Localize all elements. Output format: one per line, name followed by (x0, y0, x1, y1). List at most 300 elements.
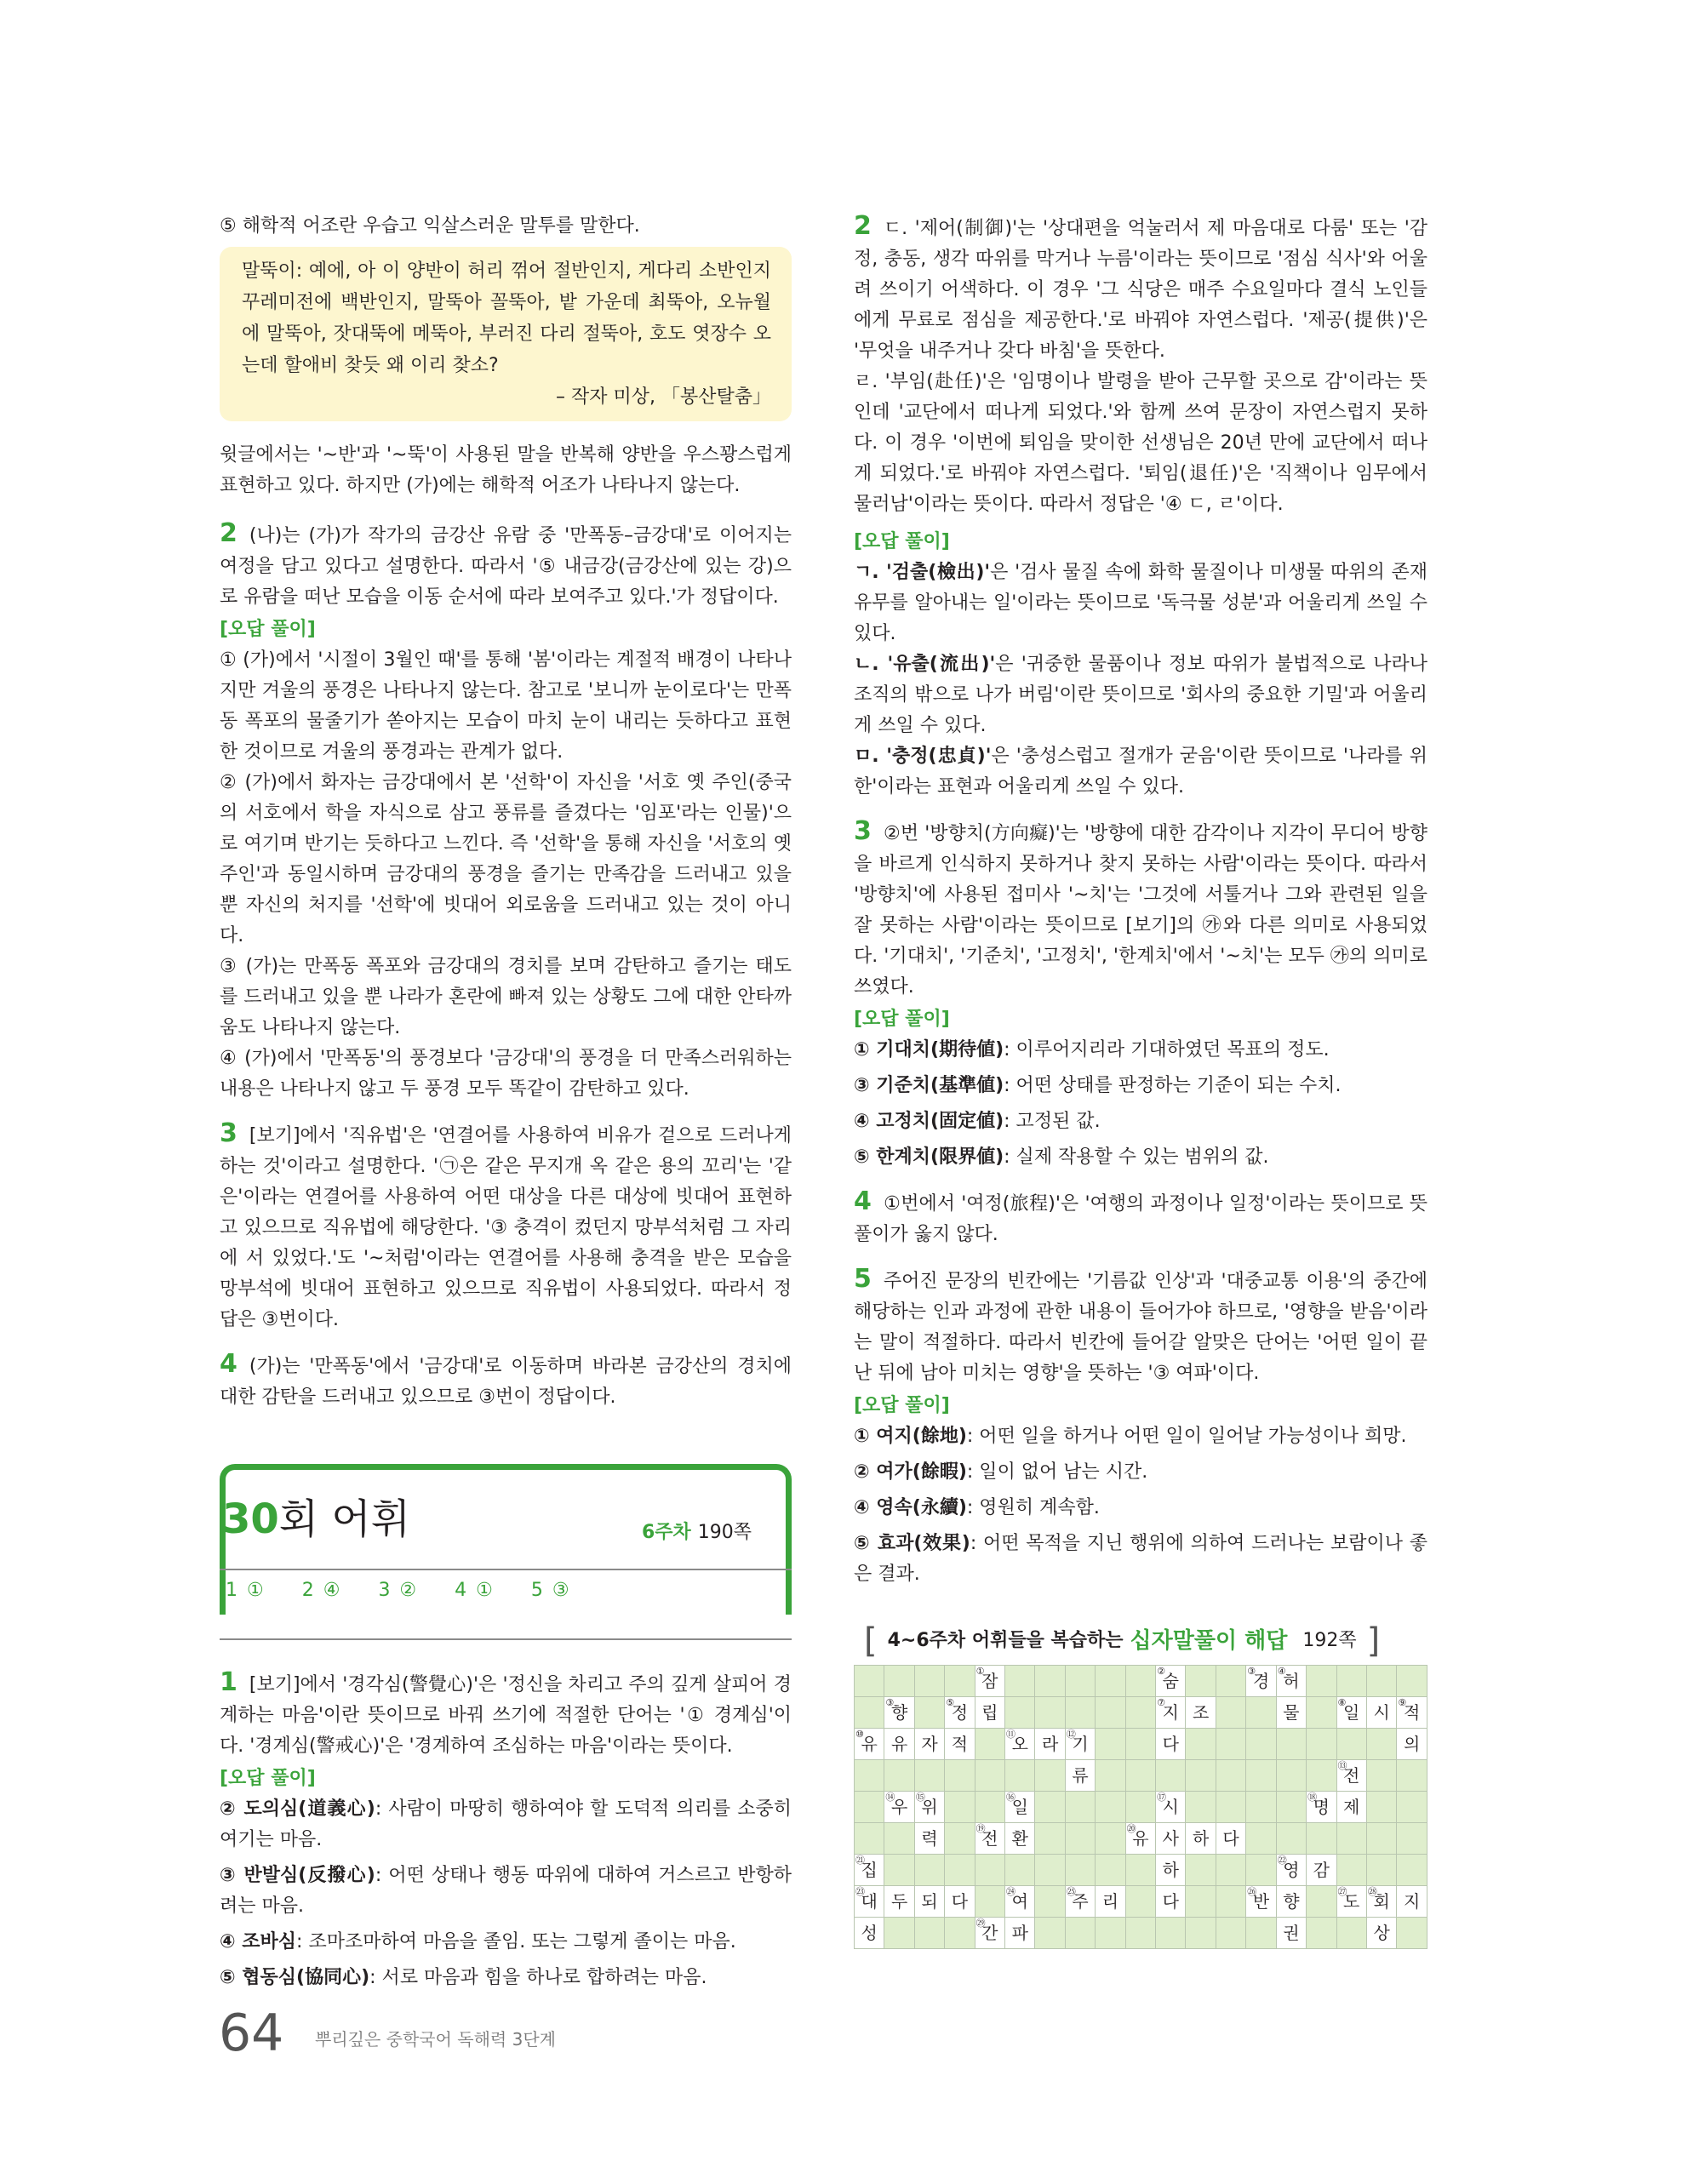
crossword-cell (884, 1729, 914, 1760)
crossword-cell (975, 1729, 1004, 1760)
v1-item-1-def: : 사람이 마땅히 행하여야 할 도덕적 의리를 소중히 여기는 마음. (220, 1798, 792, 1850)
crossword-cell (1307, 1760, 1336, 1792)
crossword-cell (884, 1792, 914, 1823)
crossword-cell (855, 1697, 884, 1729)
crossword-cell-letter: 상 (1373, 1923, 1390, 1943)
crossword-cell (1156, 1886, 1186, 1918)
rq3-item-3-def: : 고정된 값. (1004, 1111, 1101, 1132)
crossword-cell (945, 1697, 975, 1729)
crossword-cell (1246, 1886, 1276, 1918)
q2-number: 2 (220, 518, 237, 548)
crossword-cell (1186, 1823, 1216, 1855)
rq5-item-1 (854, 1421, 1427, 1452)
crossword-cell-letter: 도 (1343, 1891, 1360, 1912)
crossword-cell (975, 1823, 1004, 1855)
quote-text: 말뚝이: 예에, 아 이 양반이 허리 꺾어 절반인지, 게다리 소반인지 꾸레미전에 백반인지, 말뚝아 꼴뚝아, 밭 가운데 최뚝아, 오뉴월에 말뚝아, 잣대뚝에 메뚝아, 부러진 다리 절뚝아, 호도 엿장수 오는데 할애비 찾듯 왜 이리 찾소? (242, 260, 771, 376)
crossword-cell-number: ② (1157, 1666, 1165, 1677)
crossword-cell (914, 1823, 944, 1855)
crossword-cell-letter: 전 (981, 1828, 998, 1849)
v1-item-1-term: ② 도의심(道義心) (220, 1798, 375, 1820)
rq2-item-2 (854, 649, 1427, 741)
crossword-cell (1276, 1666, 1306, 1697)
crossword-cell-letter: 력 (921, 1828, 938, 1849)
rq3-text: ②번 '방향치(方向癡)'는 '방향에 대한 감각이나 지각이 무디어 방향을 바르게 인식하지 못하거나 찾지 못하는 사람'이라는 뜻이다. 따라서 '방향치'에 사용된 접미사 '~치'는 '그것에 서툴거나 그와 관련된 일을 잘 못하는 사람'이라는 뜻이므로 [보기]의 ㉮와 다른 의미로 사용되었다. '기대치', '기준치', '고정치', '한계치'에서 '~치'는 모두 ㉮의 의미로 쓰였다. (854, 823, 1427, 998)
crossword-cell (914, 1918, 944, 1949)
rq3-item-4-def: : 실제 작용할 수 있는 범위의 값. (1004, 1146, 1269, 1168)
v1-number: 1 (220, 1667, 237, 1697)
crossword-cell (855, 1823, 884, 1855)
crossword-cell-letter: 되 (921, 1891, 938, 1912)
crossword-row (855, 1918, 1427, 1949)
crossword-cell (1125, 1918, 1155, 1949)
crossword-cell (1186, 1886, 1216, 1918)
crossword-cell (1276, 1697, 1306, 1729)
crossword-cell-number: ⑤ (946, 1697, 955, 1708)
crossword-cell (1336, 1760, 1366, 1792)
crossword-cell (1397, 1855, 1427, 1886)
crossword-cell-letter: 물 (1283, 1702, 1300, 1723)
rq5-item-4-term: ⑤ 효과(效果) (854, 1533, 970, 1554)
crossword-cell (1336, 1855, 1366, 1886)
crossword-cell (855, 1729, 884, 1760)
crossword-cell (1096, 1918, 1125, 1949)
crossword-cell-number: ⑳ (1126, 1823, 1136, 1834)
crossword-cell (1336, 1666, 1366, 1697)
rq2-item-3-term: ㅁ. '충정(忠貞)' (854, 746, 992, 767)
vocab-page: 190쪽 (697, 1522, 752, 1543)
rq3-number: 3 (854, 816, 872, 846)
q4-number: 4 (220, 1349, 237, 1379)
crossword-cell (1125, 1855, 1155, 1886)
crossword-cell-number: ㉓ (855, 1886, 865, 1897)
crossword-cell-number: ① (975, 1666, 985, 1677)
crossword-cell (884, 1918, 914, 1949)
crossword-cell-letter: 다 (1162, 1891, 1179, 1912)
rq5-item-4 (854, 1529, 1427, 1590)
crossword-cell (1216, 1855, 1245, 1886)
crossword-cell (945, 1729, 975, 1760)
crossword-cell (1216, 1729, 1245, 1760)
crossword-cell (945, 1918, 975, 1949)
crossword-cell-number: ㉔ (1006, 1886, 1016, 1897)
crossword-cell (1125, 1823, 1155, 1855)
after-quote: 윗글에서는 '~반'과 '~뚝'이 사용된 말을 반복해 양반을 우스꽝스럽게 표현하고 있다. 하지만 (가)에는 해학적 어조가 나타나지 않는다. (220, 444, 792, 496)
crossword-cell-number: ⑲ (975, 1823, 986, 1834)
crossword-cell (1336, 1729, 1366, 1760)
crossword-cell (1035, 1697, 1065, 1729)
vocab-answer-key (226, 1575, 598, 1606)
q2-item-1: ① (가)에서 '시절이 3월인 때'를 통해 '봄'이라는 계절적 배경이 나타나지만 겨울의 풍경은 나타나지 않는다. 참고로 '보니까 눈이로다'는 만폭동 폭포의 물줄기가 쏟아지는 모습이 마치 눈이 내리는 듯하다고 표현한 것이므로 겨울의 풍경과는 관계가 없다. (220, 649, 792, 763)
crossword-cell-letter: 기 (1072, 1734, 1089, 1754)
crossword-cell (1307, 1855, 1336, 1886)
q3-para (220, 1118, 792, 1335)
crossword-cell-letter: 일 (1011, 1797, 1028, 1817)
crossword-cell (1065, 1666, 1095, 1697)
crossword-cell (1216, 1918, 1245, 1949)
crossword-cell-letter: 하 (1193, 1828, 1210, 1849)
crossword-cell (1307, 1918, 1336, 1949)
crossword-cell (1156, 1823, 1186, 1855)
crossword-cell (1366, 1760, 1396, 1792)
crossword-cell-letter: 환 (1011, 1828, 1028, 1849)
crossword-cell (1336, 1823, 1366, 1855)
v1-item-3-def: : 조마조마하여 마음을 졸임. 또는 그렇게 졸이는 마음. (296, 1931, 736, 1952)
crossword-cell (914, 1666, 944, 1697)
crossword-cell-number: ⑩ (855, 1729, 864, 1740)
crossword-cell (1096, 1792, 1125, 1823)
vocab-divider (220, 1569, 792, 1570)
crossword-cell (1246, 1918, 1276, 1949)
crossword-cell (945, 1855, 975, 1886)
rq2-para (854, 211, 1427, 367)
crossword-cell (1065, 1760, 1095, 1792)
answer-4: 4 ① (455, 1580, 493, 1601)
v1-item-3-term: ④ 조바심 (220, 1931, 297, 1952)
crossword-cell (1276, 1792, 1306, 1823)
crossword-cell-letter: 위 (921, 1797, 938, 1817)
v1-wrong-head: [오답 풀이] (220, 1768, 316, 1789)
crossword-cell (975, 1792, 1004, 1823)
rq2-number: 2 (854, 211, 872, 241)
vocab-title (222, 1495, 411, 1543)
crossword-cell (1156, 1918, 1186, 1949)
crossword-cell (1366, 1855, 1396, 1886)
crossword-cell (1186, 1792, 1216, 1823)
crossword-cell-letter: 두 (890, 1891, 908, 1912)
crossword-cell-letter: 라 (1041, 1734, 1059, 1754)
page-number: 64 (219, 2004, 284, 2063)
crossword-cell (914, 1886, 944, 1918)
crossword-cell-letter: 명 (1313, 1797, 1330, 1817)
crossword-cell (914, 1729, 944, 1760)
crossword-cell (1307, 1666, 1336, 1697)
crossword-cell (914, 1697, 944, 1729)
crossword-cell-letter: 잠 (981, 1671, 998, 1691)
crossword-cell-letter: 지 (1403, 1891, 1421, 1912)
crossword-cell (1366, 1697, 1396, 1729)
rq3-item-2-term: ③ 기준치(基準値) (854, 1075, 1004, 1096)
crossword-cell (1096, 1823, 1125, 1855)
v1-item-3 (220, 1927, 792, 1958)
crossword-cell (1035, 1855, 1065, 1886)
rq5-para (854, 1264, 1427, 1389)
crossword-cell-letter: 다 (951, 1891, 969, 1912)
rq5-item-2 (854, 1457, 1427, 1488)
crossword-cell-letter: 권 (1283, 1923, 1300, 1943)
q2-item-4: ④ (가)에서 '만폭동'의 풍경보다 '금강대'의 풍경을 더 만족스러워하는 내용은 나타나지 않고 두 풍경 모두 똑같이 감탄하고 있다. (220, 1048, 792, 1100)
crossword-cell-letter: 향 (890, 1702, 908, 1723)
crossword-cell (1096, 1855, 1125, 1886)
crossword-cell (1276, 1886, 1306, 1918)
q2-item-2: ② (가)에서 화자는 금강대에서 본 '선학'이 자신을 '서호 옛 주인(중국의 서호에서 학을 자식으로 삼고 풍류를 즐겼다는 '임포'라는 인물)'으로 여기며 반기는 듯하다고 느낀다. 즉 '선학'을 통해 자신을 '서호의 옛 주인'과 동일시하며 금강대의 풍경을 즐기는 만족감을 드러내고 있을 뿐 자신의 처지를 '선학'에 빗대어 외로움을 드러내고 있는 것이 아니다. (220, 772, 792, 946)
crossword-cell (884, 1823, 914, 1855)
crossword-cell-letter: 다 (1162, 1734, 1179, 1754)
crossword-row (855, 1886, 1427, 1918)
crossword-cell (1246, 1823, 1276, 1855)
crossword-cell-letter: 립 (981, 1702, 998, 1723)
crossword-cell (1186, 1760, 1216, 1792)
crossword-cell-number: ③ (885, 1697, 895, 1708)
left-column (220, 211, 792, 1993)
crossword-cell-number: ④ (1277, 1666, 1286, 1677)
rq3-item-4 (854, 1142, 1427, 1173)
crossword-cell (1186, 1729, 1216, 1760)
rq5-number: 5 (854, 1264, 872, 1294)
crossword-page: 192쪽 (1302, 1630, 1357, 1651)
rq4-text: ①번에서 '여정(旅程)'은 '여행의 과정이나 일정'이라는 뜻이므로 뜻풀이가 옳지 않다. (854, 1193, 1427, 1245)
crossword-cell (1366, 1886, 1396, 1918)
crossword-cell-letter: 적 (951, 1734, 969, 1754)
crossword-cell (1276, 1855, 1306, 1886)
crossword-cell-letter: 사 (1162, 1828, 1179, 1849)
crossword-header (854, 1621, 1427, 1661)
crossword-cell-letter: 조 (1193, 1702, 1210, 1723)
crossword-cell (1397, 1886, 1427, 1918)
rq2-item-3 (854, 741, 1427, 803)
crossword-cell-number: ⑨ (1398, 1697, 1407, 1708)
crossword-cell-number: ㉗ (1337, 1886, 1347, 1897)
crossword-cell (1216, 1666, 1245, 1697)
crossword-cell-letter: 지 (1162, 1702, 1179, 1723)
crossword-cell-letter: 대 (861, 1891, 878, 1912)
rq3-item-2 (854, 1071, 1427, 1101)
crossword-cell (1276, 1760, 1306, 1792)
crossword-cell-letter: 일 (1343, 1702, 1360, 1723)
crossword-cell (1065, 1918, 1095, 1949)
crossword-cell-letter: 자 (921, 1734, 938, 1754)
rq5-item-3-def: : 영원히 계속함. (966, 1497, 1100, 1518)
crossword-cell-number: ⑧ (1337, 1697, 1347, 1708)
crossword-cell (1005, 1886, 1035, 1918)
crossword-cell (975, 1760, 1004, 1792)
rq5-item-1-def: : 어떤 일을 하거나 어떤 일이 일어날 가능성이나 희망. (966, 1426, 1407, 1447)
crossword-cell (1065, 1823, 1095, 1855)
crossword-cell (1246, 1760, 1276, 1792)
crossword-cell (1125, 1697, 1155, 1729)
crossword-cell (1246, 1729, 1276, 1760)
crossword-grid (854, 1665, 1427, 1949)
crossword-cell (1397, 1729, 1427, 1760)
crossword-cell (1397, 1760, 1427, 1792)
rq2-p1: ㄷ. '제어(制御)'는 '상대편을 억눌러서 제 마음대로 다룸' 또는 '감정, 충동, 생각 따위를 막거나 누름'이라는 뜻이므로 '점심 식사'와 어울려 쓰이기 어색하다. 이 경우 '그 식당은 매주 수요일마다 결식 노인들에게 무료로 점심을 제공한다.'로 바꿔야 자연스럽다. '제공(提供)'은 '무엇을 내주거나 갖다 바침'을 뜻한다. (854, 218, 1427, 362)
crossword-cell (1005, 1792, 1035, 1823)
crossword-cell (1307, 1823, 1336, 1855)
book-title: 뿌리깊은 중학국어 독해력 3단계 (315, 2029, 556, 2050)
crossword-cell (1096, 1729, 1125, 1760)
q3-text: [보기]에서 '직유법'은 '연결어를 사용하여 비유가 겉으로 드러나게 하는 것'이라고 설명한다. '㉠은 같은 무지개 옥 같은 용의 꼬리'는 '같은'이라는 연결어를 사용하여 어떤 대상을 다른 대상에 빗대어 표현하고 있으므로 직유법에 해당한다. '③ 충격이 컸던지 망부석처럼 그 자리에 서 있었다.'도 '~처럼'이라는 연결어를 사용해 충격을 받은 모습을 망부석에 빗대어 표현하고 있으므로 직유법이 사용되었다. 따라서 정답은 ③번이다. (220, 1125, 792, 1330)
crossword-cell (1276, 1729, 1306, 1760)
crossword-cell-letter: 하 (1162, 1860, 1179, 1880)
rq2-item-1 (854, 557, 1427, 649)
right-column (854, 211, 1427, 1949)
crossword-cell-number: ㉖ (1247, 1886, 1257, 1897)
crossword-cell (975, 1855, 1004, 1886)
crossword-cell (855, 1666, 884, 1697)
crossword-cell-number: ㉕ (1066, 1886, 1076, 1897)
crossword-cell (1216, 1823, 1245, 1855)
crossword-cell (1336, 1886, 1366, 1918)
crossword-cell (1125, 1729, 1155, 1760)
rq3-item-3-term: ④ 고정치(固定値) (854, 1111, 1004, 1132)
crossword-cell (975, 1886, 1004, 1918)
crossword-cell (1096, 1760, 1125, 1792)
crossword-cell (1246, 1855, 1276, 1886)
quote-source: – 작자 미상, 「봉산탈춤」 (556, 386, 771, 408)
answer-1: 1 ① (226, 1580, 264, 1601)
crossword-cell-letter: 우 (890, 1797, 908, 1817)
crossword-cell-letter: 유 (861, 1734, 878, 1754)
intro-line: ⑤ 해학적 어조란 우습고 익살스러운 말투를 말한다. (220, 215, 640, 237)
crossword-cell (1216, 1697, 1245, 1729)
crossword-cell (1035, 1666, 1065, 1697)
q4-para (220, 1349, 792, 1413)
v1-text: [보기]에서 '경각심(警覺心)'은 '정신을 차리고 주의 깊게 살피어 경계하는 마음'이란 뜻이므로 바꿔 쓰기에 적절한 단어는 '① 경계심'이다. '경계심(警戒心)'은 '경계하여 조심하는 마음'이라는 뜻이다. (220, 1674, 792, 1757)
crossword-cell (1216, 1760, 1245, 1792)
crossword-cell (855, 1918, 884, 1949)
crossword-cell (1276, 1918, 1306, 1949)
crossword-cell (1186, 1855, 1216, 1886)
crossword-cell (945, 1792, 975, 1823)
rq5-item-2-def: : 일이 없어 남는 시간. (966, 1461, 1148, 1483)
answer-3: 3 ② (378, 1580, 417, 1601)
crossword-cell (975, 1666, 1004, 1697)
crossword-cell (975, 1697, 1004, 1729)
rq2-p2: ㄹ. '부임(赴任)'은 '임명이나 발령을 받아 근무할 곳으로 감'이라는 뜻인데 '교단에서 떠나게 되었다.'와 함께 쓰여 문장이 자연스럽지 못하다. 이 경우 '이번에 퇴임을 맞이한 선생님은 20년 만에 교단에서 떠나게 되었다.'로 바꿔야 자연스럽다. '퇴임(退任)'은 '직책이나 임무에서 물러남'이라는 뜻이다. 따라서 정답은 '④ ㄷ, ㄹ'이다. (854, 371, 1427, 515)
quote-box (220, 247, 792, 421)
v1-item-2 (220, 1861, 792, 1922)
rq2-wrong-head: [오답 풀이] (854, 531, 950, 552)
answer-2: 2 ④ (301, 1580, 340, 1601)
v1-item-2-term: ③ 반발심(反撥心) (220, 1865, 375, 1886)
crossword-cell (945, 1666, 975, 1697)
crossword-cell (1005, 1729, 1035, 1760)
crossword-cell (855, 1792, 884, 1823)
crossword-cell-letter: 향 (1283, 1891, 1300, 1912)
rq3-item-1 (854, 1035, 1427, 1066)
rq5-item-3 (854, 1493, 1427, 1524)
crossword-cell-letter: 유 (890, 1734, 908, 1754)
crossword-cell (1125, 1666, 1155, 1697)
crossword-cell (914, 1760, 944, 1792)
v1-para (220, 1667, 792, 1762)
crossword-cell (884, 1886, 914, 1918)
crossword-row (855, 1792, 1427, 1823)
crossword-cell-number: ⑮ (915, 1792, 925, 1803)
rq3-para (854, 816, 1427, 1003)
crossword-cell (1366, 1729, 1396, 1760)
crossword-cell-letter: 간 (981, 1923, 998, 1943)
q2-wrong-head: [오답 풀이] (220, 619, 316, 640)
crossword-cell-letter: 집 (861, 1860, 878, 1880)
crossword-cell (1156, 1697, 1186, 1729)
crossword-row (855, 1697, 1427, 1729)
vocab-week: 6주차 (641, 1522, 691, 1543)
crossword-cell (1065, 1729, 1095, 1760)
crossword-row (855, 1666, 1427, 1697)
rq5-wrong-head: [오답 풀이] (854, 1395, 950, 1416)
crossword-cell (855, 1855, 884, 1886)
crossword-cell (1065, 1697, 1095, 1729)
rq2-item-3-def: 은 '충성스럽고 절개가 굳음'이란 뜻이므로 '나라를 위한'이라는 표현과 어울리게 쓰일 수 있다. (854, 746, 1427, 798)
crossword-cell (1065, 1792, 1095, 1823)
crossword-cell-letter: 전 (1343, 1765, 1360, 1786)
crossword-cell (884, 1697, 914, 1729)
crossword-cell-number: ⑰ (1157, 1792, 1167, 1803)
crossword-row (855, 1823, 1427, 1855)
crossword-cell (1307, 1697, 1336, 1729)
crossword-cell (1216, 1792, 1245, 1823)
crossword-cell (1246, 1792, 1276, 1823)
crossword-cell (1065, 1855, 1095, 1886)
rq4-para (854, 1186, 1427, 1250)
crossword-cell-letter: 류 (1072, 1765, 1089, 1786)
crossword-cell (1246, 1697, 1276, 1729)
crossword-cell (1096, 1666, 1125, 1697)
rq3-item-4-term: ⑤ 한계치(限界値) (854, 1146, 1004, 1168)
crossword-cell (1307, 1729, 1336, 1760)
crossword-cell (1307, 1792, 1336, 1823)
rq3-item-3 (854, 1106, 1427, 1137)
crossword-cell (1096, 1697, 1125, 1729)
crossword-cell (1156, 1666, 1186, 1697)
crossword-cell (1336, 1792, 1366, 1823)
crossword-cell-number: ⑫ (1066, 1729, 1076, 1740)
crossword-cell-number: ③ (1247, 1666, 1256, 1677)
crossword-cell (1366, 1666, 1396, 1697)
crossword-cell (945, 1886, 975, 1918)
crossword-cell-letter: 시 (1373, 1702, 1390, 1723)
rq5-item-3-term: ④ 영속(永續) (854, 1497, 967, 1518)
rq2-item-1-def: 은 '검사 물질 속에 화학 물질이나 미생물 따위의 존재 유무를 알아내는 일'이라는 뜻이므로 '독극물 성분'과 어울리게 쓰일 수 있다. (854, 562, 1427, 644)
v1-item-4-def: : 서로 마음과 힘을 하나로 합하려는 마음. (369, 1967, 707, 1988)
crossword-cell (1397, 1666, 1427, 1697)
crossword-cell (1397, 1918, 1427, 1949)
rq2-item-2-term: ㄴ. '유출(流出)' (854, 654, 996, 675)
crossword-row (855, 1729, 1427, 1760)
v1-item-1 (220, 1794, 792, 1855)
crossword-cell-number: ⑭ (885, 1792, 895, 1803)
crossword-cell (945, 1823, 975, 1855)
crossword-cell (1336, 1697, 1366, 1729)
crossword-cell (855, 1760, 884, 1792)
crossword-cell-number: ㉒ (1277, 1855, 1287, 1866)
crossword-row (855, 1760, 1427, 1792)
crossword-cell (1156, 1855, 1186, 1886)
crossword-cell-number: ⑯ (1006, 1792, 1016, 1803)
crossword-cell (1035, 1823, 1065, 1855)
q4-text: (가)는 '만폭동'에서 '금강대'로 이동하며 바라본 금강산의 경치에 대한 감탄을 드러내고 있으므로 ③번이 정답이다. (220, 1356, 792, 1408)
crossword-cell-letter: 경 (1252, 1671, 1270, 1691)
crossword-cell-number: ⑪ (1006, 1729, 1016, 1740)
crossword-cell-number: ⑱ (1307, 1792, 1318, 1803)
crossword-cell (1336, 1918, 1366, 1949)
crossword-cell (1005, 1855, 1035, 1886)
crossword-cell (1156, 1792, 1186, 1823)
crossword-cell (1366, 1792, 1396, 1823)
crossword-cell (884, 1855, 914, 1886)
crossword-bracket-open: [ (864, 1621, 878, 1661)
crossword-cell (1035, 1792, 1065, 1823)
crossword-cell-letter: 유 (1132, 1828, 1149, 1849)
crossword-cell-letter: 반 (1252, 1891, 1270, 1912)
crossword-cell-letter: 성 (861, 1923, 878, 1943)
rq5-text: 주어진 문장의 빈칸에는 '기름값 인상'과 '대중교통 이용'의 중간에 해당하는 인과 과정에 관한 내용이 들어가야 하므로, '영향을 받음'이라는 말이 적절하다. 따라서 빈칸에 들어갈 알맞은 단어는 '어떤 일이 끝난 뒤에 남아 미치는 영향'을 뜻하는 '③ 여파'이다. (854, 1271, 1427, 1384)
crossword-cell (1156, 1760, 1186, 1792)
crossword-cell-number: ⑬ (1337, 1760, 1347, 1771)
crossword-cell (1366, 1823, 1396, 1855)
crossword-cell-number: ⑦ (1157, 1697, 1165, 1708)
rq3-item-1-term: ① 기대치(期待値) (854, 1039, 1004, 1061)
